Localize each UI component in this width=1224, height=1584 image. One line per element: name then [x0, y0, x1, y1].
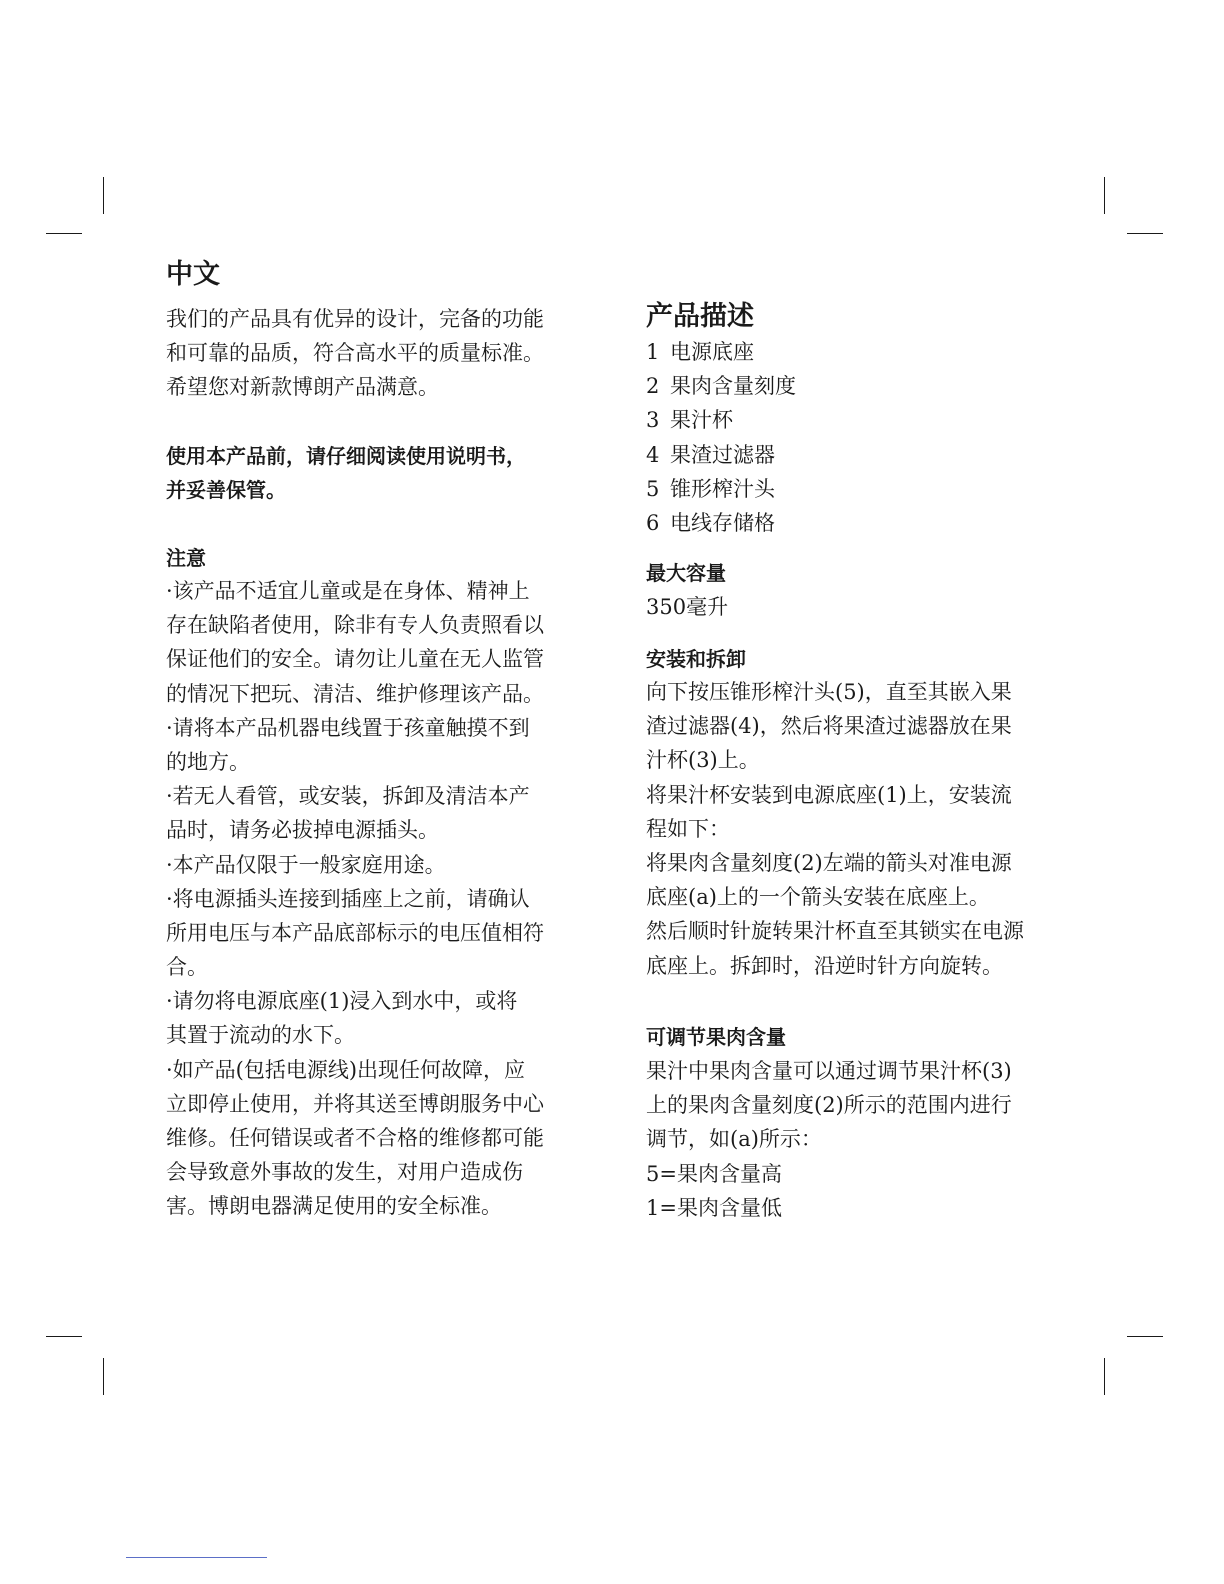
assembly-line: 将果汁杯安装到电源底座(1)上，安装流 [646, 782, 1012, 807]
caution-line: ·如产品(包括电源线)出现任何故障，应 [166, 1057, 526, 1082]
intro-paragraph [166, 302, 566, 405]
part-item [646, 403, 1046, 437]
pulp-instructions [646, 1054, 1046, 1225]
assembly-heading: 安装和拆卸 [646, 647, 746, 671]
footnote-rule [126, 1557, 267, 1558]
notice-line: 使用本产品前，请仔细阅读使用说明书， [166, 444, 526, 468]
pulp-heading: 可调节果肉含量 [646, 1025, 786, 1049]
part-number: 5 [646, 476, 660, 501]
pulp-line: 1=果肉含量低 [646, 1195, 782, 1220]
intro-line: 我们的产品具有优异的设计，完备的功能 [166, 307, 544, 331]
page-title: 中文 [166, 259, 220, 290]
part-item [646, 369, 1046, 403]
part-item [646, 335, 1046, 369]
part-label: 电源底座 [670, 340, 754, 364]
read-manual-notice [166, 439, 566, 507]
caution-line: 存在缺陷者使用，除非有专人负责照看以 [166, 613, 544, 638]
pulp-line: 上的果肉含量刻度(2)所示的范围内进行 [646, 1093, 1012, 1118]
assembly-line: 向下按压锥形榨汁头(5)，直至其嵌入果 [646, 680, 1012, 704]
caution-line: ·请勿将电源底座(1)浸入到水中，或将 [166, 989, 518, 1014]
caution-line: 害。博朗电器满足使用的安全标准。 [166, 1194, 502, 1219]
crop-mark [103, 177, 104, 214]
caution-line: ·本产品仅限于一般家庭用途。 [166, 852, 446, 877]
caution-line: 合。 [166, 955, 208, 980]
pulp-line: 调节，如(a)所示： [646, 1127, 822, 1152]
caution-line: ·将电源插头连接到插座上之前，请确认 [166, 886, 530, 911]
crop-mark [1104, 1358, 1105, 1395]
caution-line: 立即停止使用，并将其送至博朗服务中心 [166, 1091, 544, 1116]
part-number: 2 [646, 374, 660, 399]
part-label: 果渣过滤器 [670, 442, 775, 467]
part-label: 果肉含量刻度 [670, 374, 796, 399]
part-number: 3 [646, 408, 660, 433]
caution-line: 所用电压与本产品底部标示的电压值相符 [166, 920, 544, 945]
part-number: 6 [646, 510, 660, 535]
assembly-line: 将果肉含量刻度(2)左端的箭头对准电源 [646, 850, 1012, 875]
caution-line: 其置于流动的水下。 [166, 1023, 355, 1048]
part-item [646, 506, 1046, 540]
capacity-heading: 最大容量 [646, 561, 726, 585]
part-label: 果汁杯 [670, 408, 733, 433]
caution-line: ·该产品不适宜儿童或是在身体、精神上 [166, 579, 530, 603]
part-item [646, 472, 1046, 506]
caution-heading: 注意 [166, 546, 206, 570]
parts-list [646, 335, 1046, 540]
assembly-line: 底座上。拆卸时，沿逆时针方向旋转。 [646, 953, 1003, 978]
intro-line: 和可靠的品质，符合高水平的质量标准。 [166, 341, 544, 366]
crop-mark [46, 1336, 82, 1337]
caution-line: ·请将本产品机器电线置于孩童触摸不到 [166, 715, 530, 740]
description-heading: 产品描述 [646, 301, 754, 332]
assembly-line: 然后顺时针旋转果汁杯直至其锁实在电源 [646, 919, 1024, 944]
part-label: 锥形榨汁头 [670, 476, 775, 501]
assembly-line: 渣过滤器(4)，然后将果渣过滤器放在果 [646, 714, 1012, 739]
pulp-line: 5=果肉含量高 [646, 1161, 782, 1186]
crop-mark [1104, 177, 1105, 214]
caution-line: 保证他们的安全。请勿让儿童在无人监管 [166, 647, 544, 672]
capacity-value: 350毫升 [646, 595, 729, 619]
pulp-line: 果汁中果肉含量可以通过调节果汁杯(3) [646, 1059, 1012, 1083]
caution-line: 维修。任何错误或者不合格的维修都可能 [166, 1126, 544, 1150]
part-label: 电线存储格 [670, 510, 775, 535]
assembly-line: 程如下： [646, 816, 730, 841]
caution-line: 的地方。 [166, 749, 250, 774]
crop-mark [1127, 1336, 1163, 1337]
caution-line: 的情况下把玩、清洁、维护修理该产品。 [166, 681, 544, 706]
assembly-line: 汁杯(3)上。 [646, 748, 760, 773]
caution-line: ·若无人看管，或安装，拆卸及清洁本产 [166, 784, 530, 809]
caution-line: 会导致意外事故的发生，对用户造成伤 [166, 1160, 523, 1185]
crop-mark [46, 233, 82, 234]
caution-line: 品时，请务必拔掉电源插头。 [166, 818, 439, 843]
assembly-line: 底座(a)上的一个箭头安装在底座上。 [646, 885, 990, 910]
part-item [646, 438, 1046, 472]
intro-line: 希望您对新款博朗产品满意。 [166, 375, 439, 400]
part-number: 1 [646, 340, 660, 364]
crop-mark [103, 1358, 104, 1395]
part-number: 4 [646, 442, 660, 467]
crop-mark [1127, 233, 1163, 234]
notice-line: 并妥善保管。 [166, 478, 286, 503]
assembly-instructions [646, 675, 1046, 983]
caution-list [166, 574, 566, 1224]
